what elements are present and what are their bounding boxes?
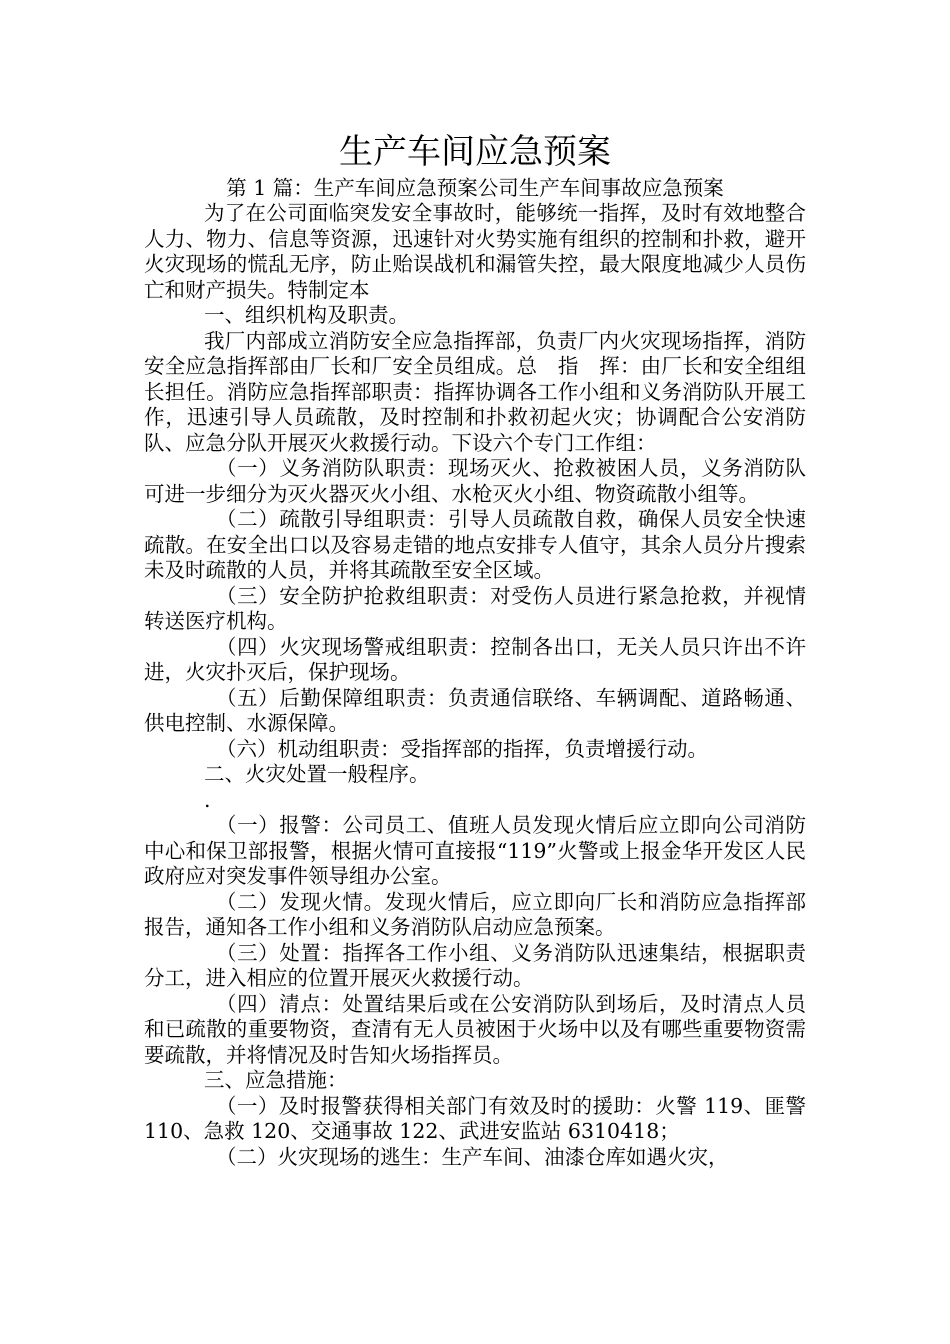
paragraph-duty-1: （一）义务消防队职责：现场灭火、抢救被困人员，义务消防队可进一步细分为灭火器灭火小组、水枪灭火小组、物资疏散小组等。	[144, 456, 806, 506]
paragraph-measure-2: （二）火灾现场的逃生：生产车间、油漆仓库如遇火灾，	[216, 1144, 729, 1169]
paragraph-duty-4: （四）火灾现场警戒组职责：控制各出口，无关人员只许出不许进，火灾扑灭后，保护现场。	[144, 634, 806, 684]
paragraph-duty-5: （五）后勤保障组职责：负责通信联络、车辆调配、道路畅通、供电控制、水源保障。	[144, 685, 806, 735]
paragraph-procedure-4: （四）清点：处置结果后或在公安消防队到场后，及时清点人员和已疏散的重要物资，查清有无人员被困于火场中以及有哪些重要物资需要疏散，并将情况及时告知火场指挥员。	[144, 991, 806, 1067]
paragraph-procedure-2: （二）发现火情。发现火情后，应立即向厂长和消防应急指挥部报告，通知各工作小组和义务消防队启动应急预案。	[144, 889, 806, 939]
paragraph-procedure-1: （一）报警：公司员工、值班人员发现火情后应立即向公司消防中心和保卫部报警，根据火情可直接报“119”火警或上报金华开发区人民政府应对突发事件领导组办公室。	[144, 813, 806, 888]
section-heading-2: 二、火灾处置一般程序。	[204, 762, 430, 786]
document-page	[144, 128, 806, 1170]
paragraph-duty-6: （六）机动组职责：受指挥部的指挥，负责增援行动。	[216, 736, 708, 761]
paragraph-procedure-3: （三）处置：指挥各工作小组、义务消防队迅速集结，根据职责分工，进入相应的位置开展灭火救援行动。	[144, 940, 806, 990]
paragraph-organization: 我厂内部成立消防安全应急指挥部，负责厂内火灾现场指挥，消防安全应急指挥部由厂长和厂安全员组成。总 指 挥：由厂长和安全组组长担任。消防应急指挥部职责：指挥协调各工作小组和义务消防队开展工作，迅速引导人员疏散，及时控制和扑救初起火灾；协调配合公安消防队、应急分队开展灭火救援行动。下设六个专门工作组：	[144, 328, 806, 455]
paragraph-intro: 为了在公司面临突发安全事故时，能够统一指挥，及时有效地整合人力、物力、信息等资源，迅速针对火势实施有组织的控制和扑救，避开火灾现场的慌乱无序，防止贻误战机和漏管失控，最大限度地减少人员伤亡和财产损失。特制定本	[144, 201, 806, 302]
paragraph-measure-1: （一）及时报警获得相关部门有效及时的援助：火警 119、匪警 110、急救 120、交通事故 122、武进安监站 6310418；	[144, 1093, 806, 1143]
dot-mark: .	[204, 787, 211, 812]
paragraph-duty-2: （二）疏散引导组职责：引导人员疏散自救，确保人员安全快速疏散。在安全出口以及容易走错的地点安排专人值守，其余人员分片搜索未及时疏散的人员，并将其疏散至安全区域。	[144, 507, 806, 582]
section-heading-3: 三、应急措施：	[204, 1068, 348, 1092]
section-heading-1: 一、组织机构及职责。	[204, 303, 409, 327]
document-subtitle: 第 1 篇：生产车间应急预案公司生产车间事故应急预案	[226, 176, 724, 200]
paragraph-duty-3: （三）安全防护抢救组职责：对受伤人员进行紧急抢救，并视情转送医疗机构。	[144, 583, 806, 633]
document-title: 生产车间应急预案	[339, 132, 611, 172]
